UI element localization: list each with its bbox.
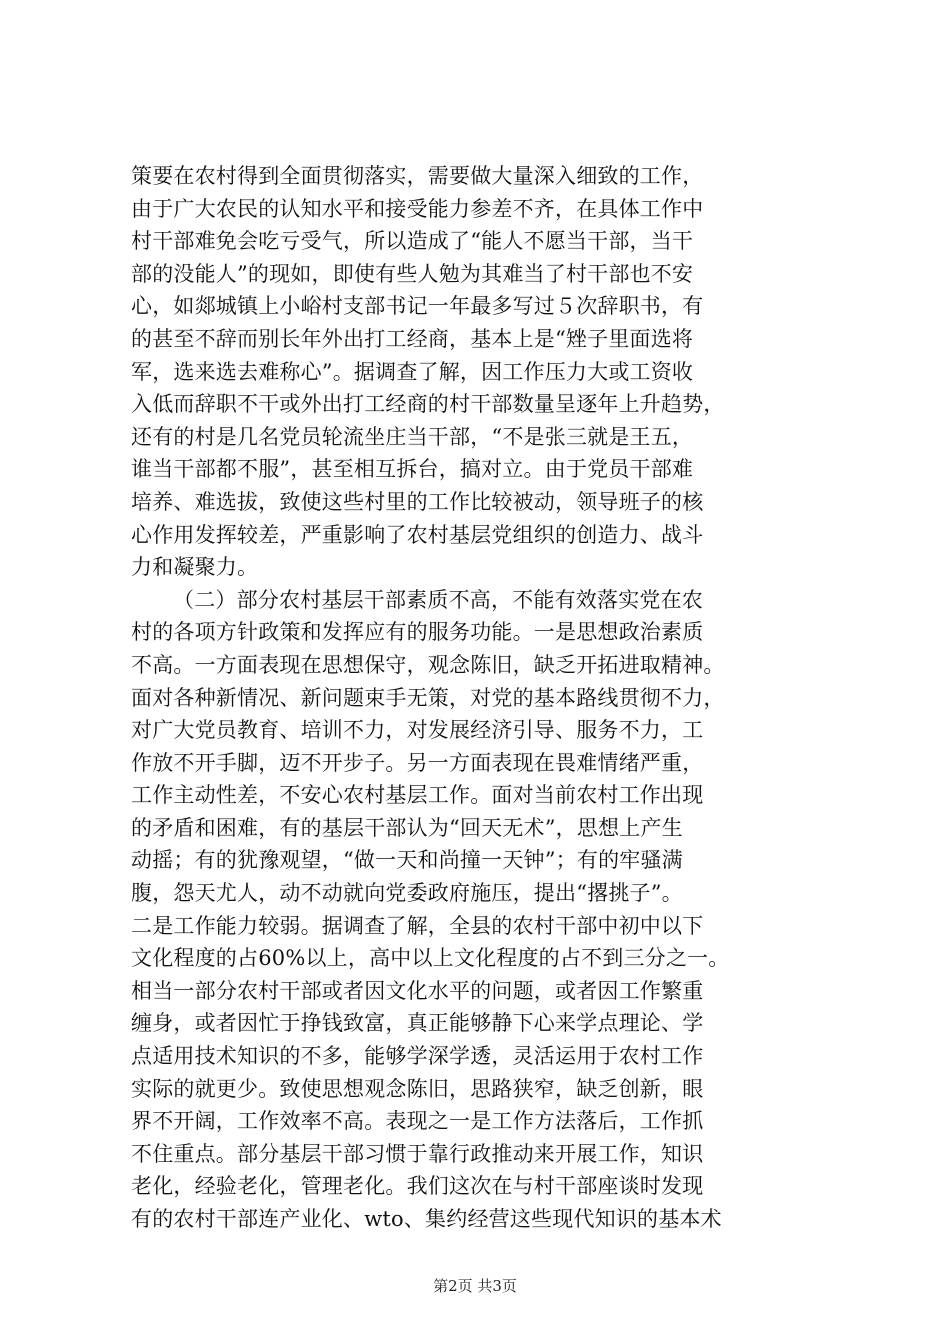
text-line: 策要在农村得到全面贯彻落实，需要做大量深入细致的工作， <box>131 164 704 188</box>
text-line: 界不开阔，工作效率不高。表现之一是工作方法落后，工作抓 <box>131 1109 704 1134</box>
page-number: 第2页 共3页 <box>433 1277 517 1295</box>
text-line: 腹，怨天尤人，动不动就向党委政府施压，提出“撂挑子”。 <box>131 881 683 906</box>
text-line: 对广大党员教育、培训不力，对发展经济引导、服务不力，工 <box>131 718 704 743</box>
text-line: 心，如郯城镇上小峪村支部书记一年最多写过５次辞职书，有 <box>131 294 704 319</box>
text-line: 文化程度的占60%以上，高中以上文化程度的占不到三分之一。 <box>131 946 730 971</box>
text-line: 心作用发挥较差，严重影响了农村基层党组织的创造力、战斗 <box>131 522 704 547</box>
text-line: 还有的村是几名党员轮流坐庄当干部，“不是张三就是王五， <box>131 424 694 449</box>
text-line: 入低而辞职不干或外出打工经商的村干部数量呈逐年上升趋势， <box>131 392 725 417</box>
text-line: 工作主动性差，不安心农村基层工作。面对当前农村工作出现 <box>131 783 704 808</box>
text-line: 谁当干部都不服”，甚至相互拆台，搞对立。由于党员干部难 <box>131 457 694 482</box>
text-line: 的甚至不辞而别长年外出打工经商，基本上是“矬子里面选将 <box>131 326 694 351</box>
text-line: 村的各项方针政策和发挥应有的服务功能。一是思想政治素质 <box>131 620 704 645</box>
text-line: 缠身，或者因忙于挣钱致富，真正能够静下心来学点理论、学 <box>131 1011 704 1036</box>
text-line: 的矛盾和困难，有的基层干部认为“回天无术”，思想上产生 <box>131 815 683 840</box>
text-line: 培养、难选拔，致使这些村里的工作比较被动，领导班子的核 <box>131 489 704 514</box>
page-footer <box>0 1275 950 1296</box>
text-line: 有的农村干部连产业化、wto、集约经营这些现代知识的基本术 <box>131 1207 722 1231</box>
text-line: 实际的就更少。致使思想观念陈旧，思路狭窄，缺乏创新，眼 <box>131 1076 704 1101</box>
text-line: 作放不开手脚，迈不开步子。另一方面表现在畏难情绪严重， <box>131 750 704 775</box>
text-line: 力和凝聚力。 <box>131 555 259 580</box>
text-line: 相当一部分农村干部或者因文化水平的问题，或者因工作繁重 <box>131 978 704 1003</box>
text-line: 老化，经验老化，管理老化。我们这次在与村干部座谈时发现 <box>131 1174 704 1199</box>
document-body <box>131 160 861 1236</box>
text-line: 点适用技术知识的不多，能够学深学透，灵活运用于农村工作 <box>131 1044 704 1069</box>
text-line: 由于广大农民的认知水平和接受能力参差不齐，在具体工作中 <box>131 196 704 221</box>
text-line: 村干部难免会吃亏受气，所以造成了“能人不愿当干部，当干 <box>131 229 694 254</box>
section-heading-line: （二）部分农村基层干部素质不高，不能有效落实党在农 <box>173 587 703 612</box>
text-line: 不住重点。部分基层干部习惯于靠行政推动来开展工作，知识 <box>131 1141 704 1166</box>
text-line: 面对各种新情况、新问题束手无策，对党的基本路线贯彻不力， <box>131 685 725 710</box>
text-line: 动摇；有的犹豫观望，“做一天和尚撞一天钟”；有的牢骚满 <box>131 848 683 873</box>
text-line: 二是工作能力较弱。据调查了解，全县的农村干部中初中以下 <box>131 913 704 938</box>
text-line: 不高。一方面表现在思想保守，观念陈旧，缺乏开拓进取精神。 <box>131 652 725 677</box>
text-line: 部的没能人”的现如，即使有些人勉为其难当了村干部也不安 <box>131 261 694 286</box>
text-line: 军，选来选去难称心”。据调查了解，因工作压力大或工资收 <box>131 359 694 384</box>
